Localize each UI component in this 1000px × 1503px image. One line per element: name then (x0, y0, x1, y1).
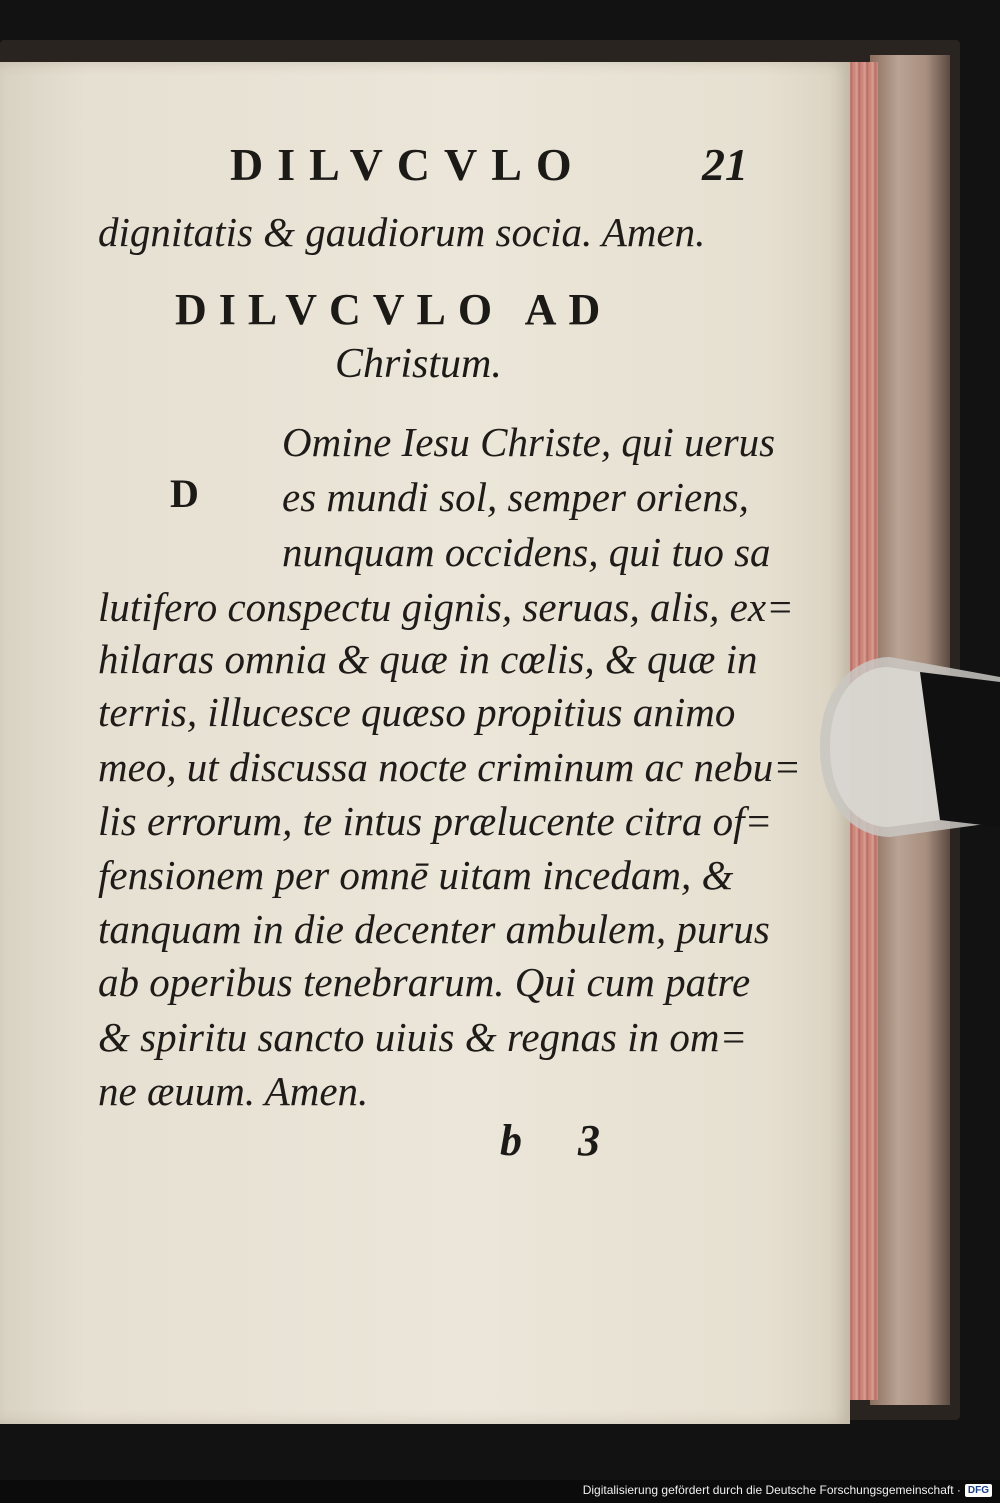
text-line: ab operibus tenebrarum. Qui cum patre (98, 959, 751, 1005)
footer-credit (583, 1481, 992, 1499)
section-heading: DILVCVLO AD (175, 285, 613, 334)
dfg-logo: DFG (965, 1484, 992, 1497)
signature-number: 3 (578, 1116, 600, 1165)
text-line: fensionem per omnē uitam incedam, & (98, 852, 734, 898)
signature-mark: b (500, 1116, 522, 1165)
page-number: 21 (702, 139, 748, 190)
text-line: nunquam occidens, qui tuo sa (282, 529, 771, 575)
page-clip (800, 652, 1000, 842)
text-line: & spiritu sancto uiuis & regnas in om= (98, 1014, 748, 1060)
text-line: ne æuum. Amen. (98, 1068, 369, 1114)
running-head: DILVCVLO (230, 139, 586, 190)
footer-credit-text: Digitalisierung gefördert durch die Deutsche Forschungsgemeinschaft · (582, 1483, 961, 1497)
text-line: tanquam in die decenter ambulem, purus (98, 906, 770, 952)
text-line: Omine Iesu Christe, qui uerus (282, 419, 776, 465)
text-line: lis errorum, te intus prælucente citra of= (98, 798, 773, 844)
text-line: es mundi sol, semper oriens, (282, 474, 749, 520)
text-line: meo, ut discussa nocte criminum ac nebu= (98, 744, 801, 790)
text-line: dignitatis & gaudiorum socia. Amen. (98, 209, 706, 255)
text-line: terris, illucesce quæso propitius animo (98, 689, 736, 735)
text-line: hilaras omnia & quæ in cœlis, & quæ in (98, 636, 758, 682)
section-heading-sub: Christum. (335, 341, 502, 387)
text-line: lutifero conspectu gignis, seruas, alis, ex= (98, 584, 794, 630)
initial-guide-letter: D (170, 471, 199, 516)
